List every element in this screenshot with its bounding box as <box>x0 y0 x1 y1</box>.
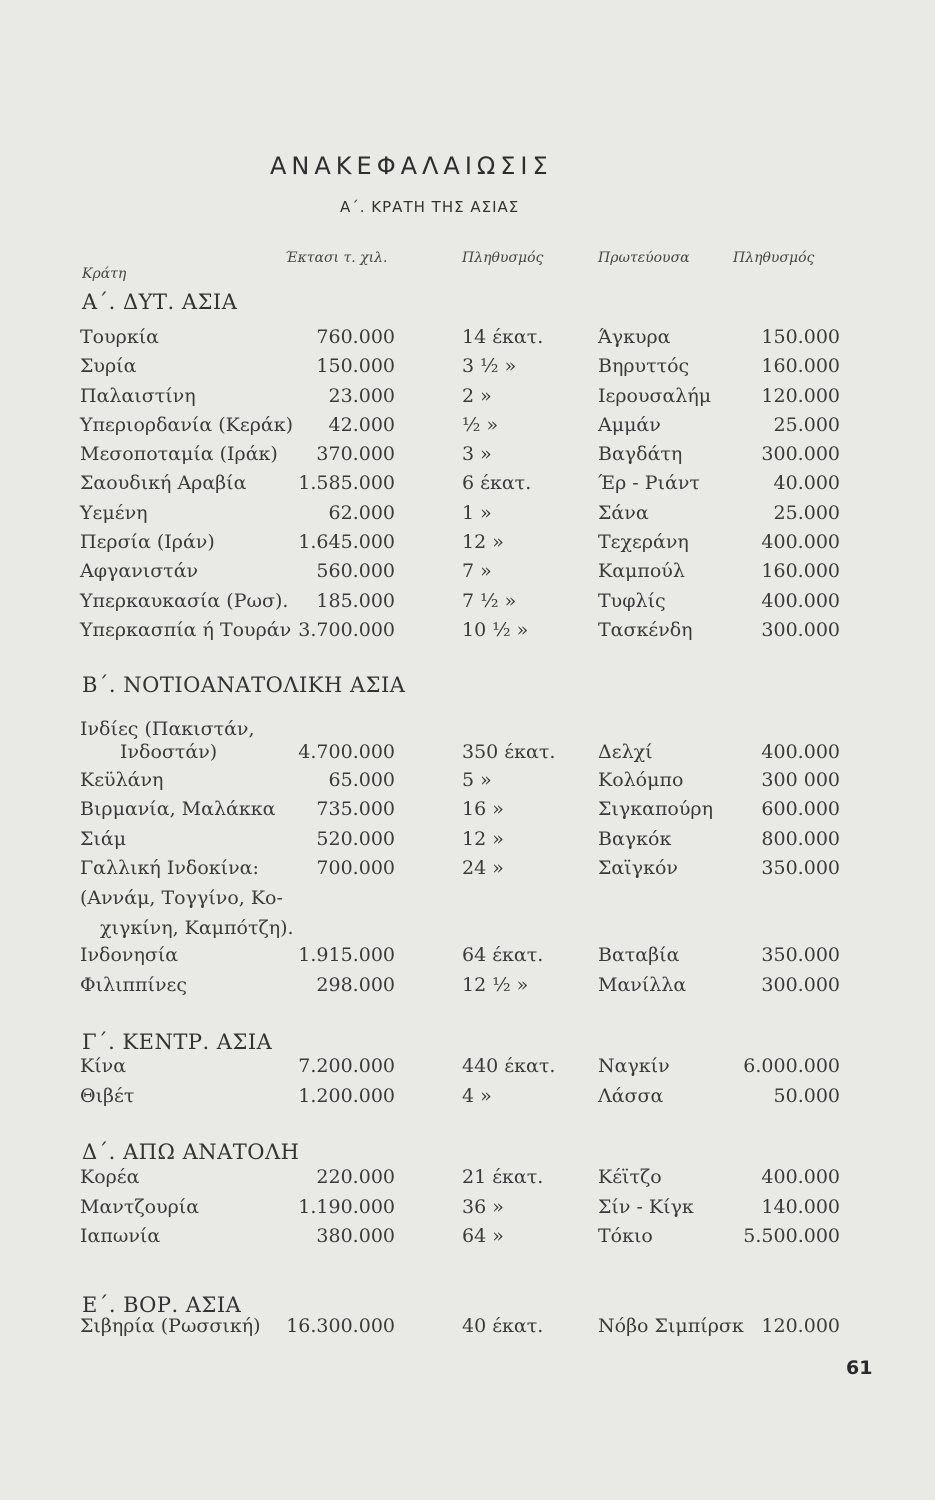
state-capital: Τασκένδη <box>598 619 693 641</box>
table-row <box>0 326 935 354</box>
table-row <box>0 355 935 383</box>
state-capital: Κολόμπο <box>598 769 684 791</box>
header-population: Πληθυσμός <box>462 250 544 266</box>
state-population: 12 » <box>462 531 504 553</box>
table-row <box>0 1166 935 1194</box>
state-name: Υπερκαυκασία (Ρωσ). <box>80 590 289 612</box>
capital-population: 140.000 <box>761 1196 840 1218</box>
state-name: Ινδίες (Πακιστάν, <box>80 718 255 740</box>
state-population: 40 έκατ. <box>462 1315 544 1337</box>
state-name: Κορέα <box>80 1166 140 1188</box>
state-area: 560.000 <box>316 560 395 582</box>
state-capital: Βηρυττός <box>598 355 690 377</box>
table-row <box>0 974 935 1002</box>
state-area: 700.000 <box>316 857 395 879</box>
state-population: 64 » <box>462 1225 504 1247</box>
state-population: 12 » <box>462 828 504 850</box>
state-capital: Αμμάν <box>598 414 661 436</box>
capital-population: 300.000 <box>761 619 840 641</box>
state-area: 16.300.000 <box>286 1315 395 1337</box>
table-row <box>0 414 935 442</box>
state-name: Γαλλική Ινδοκίνα: <box>80 857 259 879</box>
capital-population: 350.000 <box>761 944 840 966</box>
state-name: Συρία <box>80 355 137 377</box>
state-area: 3.700.000 <box>298 619 395 641</box>
state-capital: Ιερουσαλήμ <box>598 385 712 407</box>
state-population: 440 έκατ. <box>462 1055 556 1077</box>
header-states: Κράτη <box>82 266 127 282</box>
state-capital: Κέϊτζο <box>598 1166 662 1188</box>
state-name: Κεϋλάνη <box>80 769 164 791</box>
state-area: 1.200.000 <box>298 1085 395 1107</box>
capital-population: 120.000 <box>761 1315 840 1337</box>
state-population: 1 » <box>462 502 492 524</box>
state-area: 1.190.000 <box>298 1196 395 1218</box>
table-row <box>0 531 935 559</box>
state-area: 370.000 <box>316 443 395 465</box>
state-name: Σιβηρία (Ρωσσική) <box>80 1315 261 1337</box>
section-heading: Α΄. ΔΥΤ. ΑΣΙΑ <box>82 290 238 314</box>
table-row <box>0 798 935 826</box>
state-population: 6 έκατ. <box>462 472 532 494</box>
state-capital: Σάνα <box>598 502 649 524</box>
state-area: 1.585.000 <box>298 472 395 494</box>
state-area: 735.000 <box>316 798 395 820</box>
state-area: 520.000 <box>316 828 395 850</box>
state-area: 1.915.000 <box>298 944 395 966</box>
table-row <box>0 857 935 885</box>
state-name: Σαουδική Αραβία <box>80 472 247 494</box>
state-capital: Σίν - Κίγκ <box>598 1196 694 1218</box>
state-name: χιγκίνη, Καμπότζη). <box>100 917 294 939</box>
state-population: 7 » <box>462 560 492 582</box>
page-subtitle: Α΄. ΚΡΑΤΗ ΤΗΣ ΑΣΙΑΣ <box>340 198 520 216</box>
state-capital: Τεχεράνη <box>598 531 689 553</box>
capital-population: 120.000 <box>761 385 840 407</box>
capital-population: 600.000 <box>761 798 840 820</box>
table-row <box>0 385 935 413</box>
state-capital: Βαταβία <box>598 944 680 966</box>
state-area: 42.000 <box>328 414 395 436</box>
table-row <box>0 502 935 530</box>
state-area: 4.700.000 <box>298 741 395 763</box>
state-name: Υεμένη <box>80 502 148 524</box>
state-name: Παλαιστίνη <box>80 385 196 407</box>
state-capital: Βαγκόκ <box>598 828 672 850</box>
state-capital: Σιγκαπούρη <box>598 798 713 820</box>
state-name: Αφγανιστάν <box>80 560 199 582</box>
page-title: ΑΝΑΚΕΦΑΛΑΙΩΣΙΣ <box>270 152 553 180</box>
state-capital: Τυφλίς <box>598 590 666 612</box>
state-name: Υπεριορδανία (Κεράκ) <box>80 414 293 436</box>
capital-population: 300.000 <box>761 974 840 996</box>
capital-population: 40.000 <box>773 472 840 494</box>
table-row <box>0 1196 935 1224</box>
state-area: 150.000 <box>316 355 395 377</box>
state-name: Ιαπωνία <box>80 1225 161 1247</box>
state-area: 185.000 <box>316 590 395 612</box>
state-population: 350 έκατ. <box>462 741 556 763</box>
table-row <box>0 619 935 647</box>
state-population: 5 » <box>462 769 492 791</box>
section-heading: Β΄. ΝΟΤΙΟΑΝΑΤΟΛΙΚΗ ΑΣΙΑ <box>82 673 406 697</box>
capital-population: 150.000 <box>761 326 840 348</box>
state-population: 4 » <box>462 1085 492 1107</box>
state-name: Ινδονησία <box>80 944 179 966</box>
section-heading: Ε΄. ΒΟΡ. ΑΣΙΑ <box>82 1293 242 1317</box>
capital-population: 160.000 <box>761 355 840 377</box>
table-row <box>0 1085 935 1113</box>
state-capital: Νόβο Σιμπίρσκ <box>598 1315 744 1337</box>
state-population: 16 » <box>462 798 504 820</box>
capital-population: 400.000 <box>761 1166 840 1188</box>
capital-population: 300 000 <box>761 769 840 791</box>
state-capital: Βαγδάτη <box>598 443 683 465</box>
state-name: Ινδοστάν) <box>120 741 218 763</box>
table-row <box>0 917 935 945</box>
state-population: 10 ½ » <box>462 619 529 641</box>
state-capital: Σαϊγκόν <box>598 857 678 879</box>
state-population: 12 ½ » <box>462 974 529 996</box>
state-name: Υπερκασπία ή Τουράν <box>80 619 292 641</box>
state-capital: Δελχί <box>598 741 653 763</box>
state-area: 1.645.000 <box>298 531 395 553</box>
state-name: Φιλιππίνες <box>80 974 187 996</box>
state-capital: Τόκιο <box>598 1225 653 1247</box>
state-name: Μεσοποταμία (Ιράκ) <box>80 443 278 465</box>
state-population: 3 » <box>462 443 492 465</box>
state-capital: Λάσσα <box>598 1085 664 1107</box>
state-area: 23.000 <box>328 385 395 407</box>
state-population: 24 » <box>462 857 504 879</box>
state-capital: Ναγκίν <box>598 1055 670 1077</box>
state-area: 65.000 <box>328 769 395 791</box>
state-name: Μαντζουρία <box>80 1196 200 1218</box>
state-name: Περσία (Ιράν) <box>80 531 215 553</box>
state-area: 62.000 <box>328 502 395 524</box>
table-row <box>0 560 935 588</box>
table-row <box>0 443 935 471</box>
table-row <box>0 944 935 972</box>
table-row <box>0 828 935 856</box>
state-capital: Άγκυρα <box>598 326 671 348</box>
capital-population: 25.000 <box>773 502 840 524</box>
state-area: 7.200.000 <box>298 1055 395 1077</box>
capital-population: 160.000 <box>761 560 840 582</box>
section-heading: Γ΄. ΚΕΝΤΡ. ΑΣΙΑ <box>82 1030 273 1054</box>
capital-population: 300.000 <box>761 443 840 465</box>
table-row <box>0 741 935 769</box>
capital-population: 50.000 <box>773 1085 840 1107</box>
state-area: 298.000 <box>316 974 395 996</box>
state-name: Βιρμανία, Μαλάκκα <box>80 798 276 820</box>
state-name: Θιβέτ <box>80 1085 135 1107</box>
state-area: 760.000 <box>316 326 395 348</box>
capital-population: 5.500.000 <box>743 1225 840 1247</box>
table-row <box>0 769 935 797</box>
state-capital: Μανίλλα <box>598 974 687 996</box>
state-capital: Καμπούλ <box>598 560 685 582</box>
capital-population: 400.000 <box>761 590 840 612</box>
state-name: Κίνα <box>80 1055 127 1077</box>
table-row <box>0 472 935 500</box>
state-name: (Αννάμ, Τογγίνο, Κο- <box>80 887 283 909</box>
header-area: Έκτασι τ. χιλ. <box>285 250 388 266</box>
capital-population: 350.000 <box>761 857 840 879</box>
table-row <box>0 1315 935 1343</box>
capital-population: 800.000 <box>761 828 840 850</box>
state-population: 21 έκατ. <box>462 1166 544 1188</box>
state-population: 3 ½ » <box>462 355 517 377</box>
table-row <box>0 887 935 915</box>
state-population: 64 έκατ. <box>462 944 544 966</box>
state-population: 7 ½ » <box>462 590 517 612</box>
state-population: ½ » <box>462 414 499 436</box>
header-capital-population: Πληθυσμός <box>733 250 815 266</box>
state-capital: Έρ - Ριάντ <box>598 472 700 494</box>
state-name: Σιάμ <box>80 828 127 850</box>
capital-population: 400.000 <box>761 741 840 763</box>
capital-population: 25.000 <box>773 414 840 436</box>
state-area: 220.000 <box>316 1166 395 1188</box>
header-capital: Πρωτεύουσα <box>598 250 690 266</box>
table-row <box>0 1225 935 1253</box>
section-heading: Δ΄. ΑΠΩ ΑΝΑΤΟΛΗ <box>82 1140 300 1164</box>
table-row <box>0 590 935 618</box>
state-population: 2 » <box>462 385 492 407</box>
capital-population: 400.000 <box>761 531 840 553</box>
state-area: 380.000 <box>316 1225 395 1247</box>
capital-population: 6.000.000 <box>743 1055 840 1077</box>
state-name: Τουρκία <box>80 326 159 348</box>
state-population: 14 έκατ. <box>462 326 544 348</box>
page-number: 61 <box>846 1357 873 1379</box>
table-row <box>0 1055 935 1083</box>
state-population: 36 » <box>462 1196 504 1218</box>
